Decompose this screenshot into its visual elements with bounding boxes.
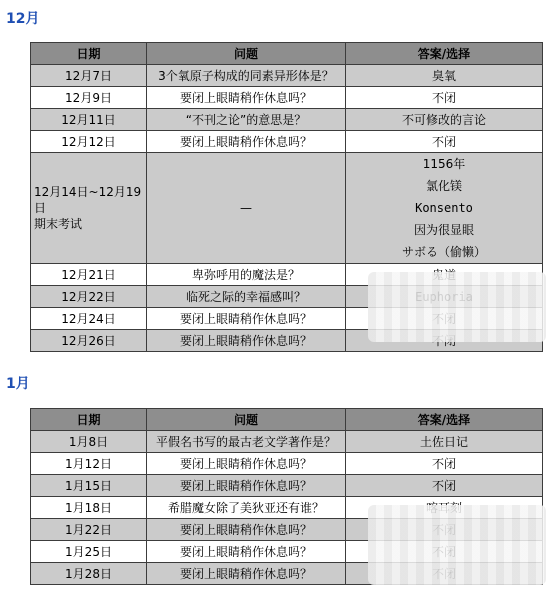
header-question: 问题 [147, 409, 346, 431]
header-answer: 答案/选择 [346, 409, 543, 431]
row-answer: 不闭 [346, 453, 543, 475]
row-date: 12月26日 [31, 330, 147, 352]
row-answer: 不闭 [346, 87, 543, 109]
month-title-december: 12月 [6, 11, 40, 27]
row-date: 1月15日 [31, 475, 147, 497]
row-answer: 土佐日记 [346, 431, 543, 453]
header-date: 日期 [31, 43, 147, 65]
row-answer [346, 153, 543, 264]
row-question: 要闭上眼睛稍作休息吗？ [147, 519, 346, 541]
row-date: 12月9日 [31, 87, 147, 109]
row-date: 12月21日 [31, 264, 147, 286]
month-title-january: 1月 [6, 376, 30, 392]
answer-line: Konsento [415, 201, 473, 215]
row-question: “不刊之论”的意思是？ [147, 109, 346, 131]
table-header-row [31, 43, 543, 65]
row-question: 要闭上眼睛稍作休息吗？ [147, 475, 346, 497]
row-question: 3个氧原子构成的同素异形体是？ [147, 65, 346, 87]
row-date: 12月24日 [31, 308, 147, 330]
row-question: 平假名书写的最古老文学著作是？ [147, 431, 346, 453]
row-date: 1月22日 [31, 519, 147, 541]
row-date: 12月7日 [31, 65, 147, 87]
row-question: 要闭上眼睛稍作休息吗？ [147, 308, 346, 330]
watermark-blur [368, 272, 546, 342]
row-question: 卑弥呼用的魔法是？ [147, 264, 346, 286]
row-question: 要闭上眼睛稍作休息吗？ [147, 87, 346, 109]
row-date: 12月11日 [31, 109, 147, 131]
row-date: 1月8日 [31, 431, 147, 453]
row-date: 1月25日 [31, 541, 147, 563]
table-row [31, 109, 543, 131]
table-row [31, 453, 543, 475]
row-answer: 不可修改的言论 [346, 109, 543, 131]
row-date: 1月28日 [31, 563, 147, 585]
row-question: 临死之际的幸福感叫？ [147, 286, 346, 308]
row-date: 1月12日 [31, 453, 147, 475]
answer-line: 1156年 [422, 157, 466, 171]
table-row [31, 65, 543, 87]
row-answer: 不闭 [346, 475, 543, 497]
answer-line: サボる（偷懒） [401, 245, 486, 259]
answer-line: 氯化镁 [425, 179, 462, 193]
header-date: 日期 [31, 409, 147, 431]
header-answer: 答案/选择 [346, 43, 543, 65]
row-date: 12月22日 [31, 286, 147, 308]
table-row [31, 475, 543, 497]
row-answer: 臭氧 [346, 65, 543, 87]
watermark-blur [368, 505, 546, 585]
row-date: 1月18日 [31, 497, 147, 519]
table-row [31, 87, 543, 109]
row-question: 要闭上眼睛稍作休息吗？ [147, 330, 346, 352]
row-date: 12月14日~12月19日 期末考试 [31, 153, 147, 264]
row-question: 要闭上眼睛稍作休息吗？ [147, 453, 346, 475]
row-question: 要闭上眼睛稍作休息吗？ [147, 563, 346, 585]
row-question: — [147, 153, 346, 264]
row-date: 12月12日 [31, 131, 147, 153]
table-row [31, 131, 543, 153]
table-row [31, 153, 543, 264]
table-row [31, 431, 543, 453]
answer-line: 因为很显眼 [413, 223, 474, 237]
row-answer: 不闭 [346, 131, 543, 153]
row-question: 希腊魔女除了美狄亚还有谁？ [147, 497, 346, 519]
header-question: 问题 [147, 43, 346, 65]
table-header-row [31, 409, 543, 431]
row-question: 要闭上眼睛稍作休息吗？ [147, 131, 346, 153]
row-question: 要闭上眼睛稍作休息吗？ [147, 541, 346, 563]
